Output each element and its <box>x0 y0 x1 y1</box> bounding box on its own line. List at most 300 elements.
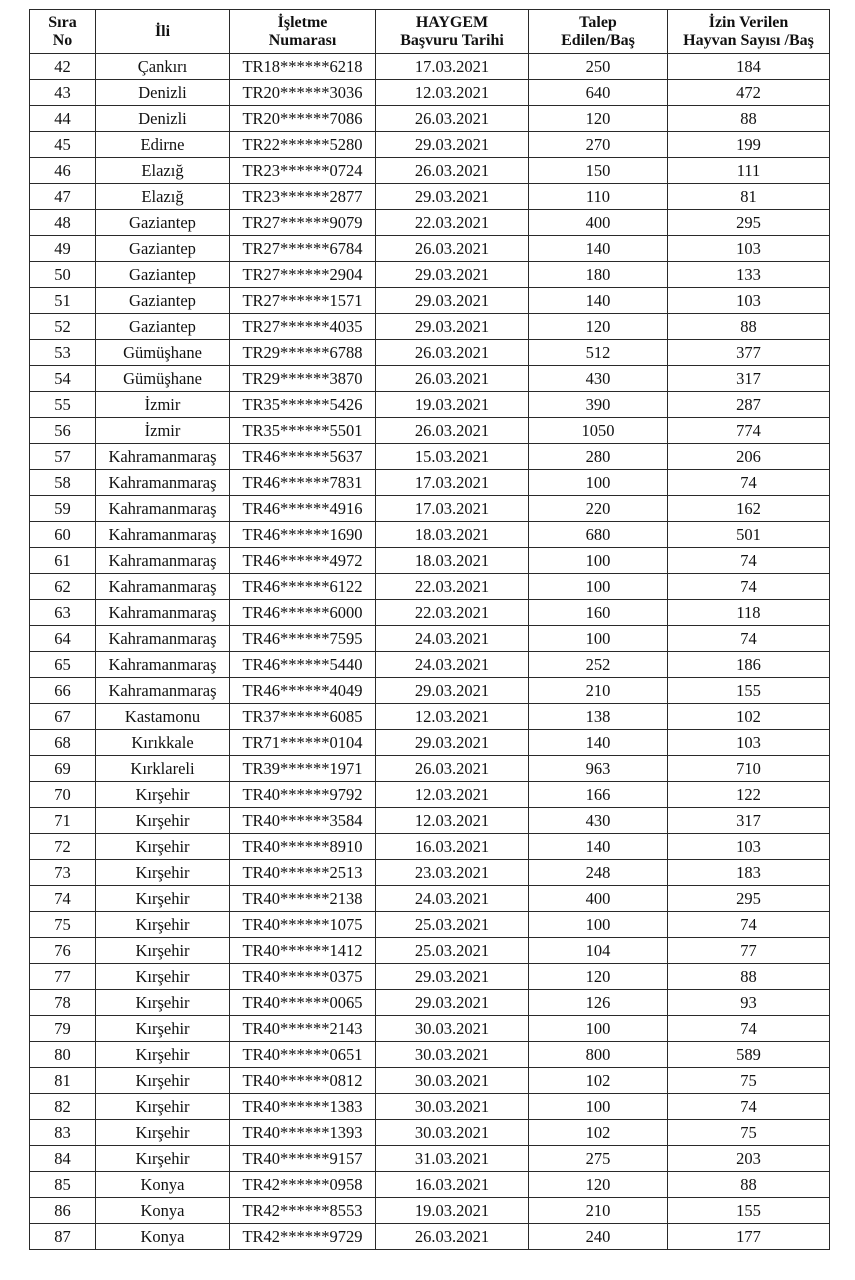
izin-verilen-cell: 133 <box>668 262 830 288</box>
isletme-numarasi-cell: TR46******5637 <box>230 444 376 470</box>
sira-no-cell: 75 <box>30 912 96 938</box>
table-row <box>30 1198 830 1224</box>
isletme-numarasi-cell: TR40******0812 <box>230 1068 376 1094</box>
ili-cell: Kahramanmaraş <box>96 548 230 574</box>
sira-no-cell: 85 <box>30 1172 96 1198</box>
talep-edilen-cell: 210 <box>529 1198 668 1224</box>
basvuru-tarihi-cell: 24.03.2021 <box>376 652 529 678</box>
sira-no-cell: 73 <box>30 860 96 886</box>
sira-no-cell: 83 <box>30 1120 96 1146</box>
table-row <box>30 184 830 210</box>
izin-verilen-cell: 206 <box>668 444 830 470</box>
ili-cell: Kırşehir <box>96 1016 230 1042</box>
isletme-numarasi-cell: TR42******0958 <box>230 1172 376 1198</box>
izin-verilen-cell: 287 <box>668 392 830 418</box>
sira-no-cell: 80 <box>30 1042 96 1068</box>
isletme-numarasi-cell: TR40******2143 <box>230 1016 376 1042</box>
ili-cell: Konya <box>96 1224 230 1250</box>
ili-cell: Kahramanmaraş <box>96 600 230 626</box>
isletme-numarasi-cell: TR40******9157 <box>230 1146 376 1172</box>
isletme-numarasi-cell: TR29******6788 <box>230 340 376 366</box>
isletme-numarasi-cell: TR29******3870 <box>230 366 376 392</box>
talep-edilen-cell: 640 <box>529 80 668 106</box>
sira-no-cell: 45 <box>30 132 96 158</box>
isletme-numarasi-cell: TR22******5280 <box>230 132 376 158</box>
ili-cell: Kırşehir <box>96 938 230 964</box>
izin-verilen-cell: 710 <box>668 756 830 782</box>
izin-verilen-cell: 74 <box>668 1094 830 1120</box>
sira-no-cell: 82 <box>30 1094 96 1120</box>
sira-no-cell: 70 <box>30 782 96 808</box>
ili-cell: Kahramanmaraş <box>96 470 230 496</box>
isletme-numarasi-cell: TR40******2138 <box>230 886 376 912</box>
isletme-numarasi-cell: TR46******7831 <box>230 470 376 496</box>
isletme-numarasi-cell: TR40******0375 <box>230 964 376 990</box>
table-row <box>30 938 830 964</box>
izin-verilen-cell: 199 <box>668 132 830 158</box>
izin-verilen-cell: 103 <box>668 288 830 314</box>
izin-verilen-cell: 74 <box>668 548 830 574</box>
ili-cell: Kahramanmaraş <box>96 652 230 678</box>
izin-verilen-cell: 317 <box>668 808 830 834</box>
basvuru-tarihi-cell: 29.03.2021 <box>376 678 529 704</box>
ili-cell: Kırşehir <box>96 834 230 860</box>
izin-verilen-cell: 102 <box>668 704 830 730</box>
ili-cell: Denizli <box>96 106 230 132</box>
basvuru-tarihi-cell: 29.03.2021 <box>376 132 529 158</box>
sira-no-cell: 81 <box>30 1068 96 1094</box>
isletme-numarasi-cell: TR27******2904 <box>230 262 376 288</box>
table-row <box>30 860 830 886</box>
sira-no-cell: 59 <box>30 496 96 522</box>
izin-verilen-cell: 75 <box>668 1120 830 1146</box>
table-row <box>30 756 830 782</box>
sira-no-cell: 43 <box>30 80 96 106</box>
isletme-numarasi-cell: TR40******9792 <box>230 782 376 808</box>
sira-no-cell: 67 <box>30 704 96 730</box>
talep-edilen-cell: 120 <box>529 1172 668 1198</box>
sira-no-cell: 76 <box>30 938 96 964</box>
talep-edilen-cell: 140 <box>529 730 668 756</box>
basvuru-tarihi-cell: 19.03.2021 <box>376 392 529 418</box>
izin-verilen-cell: 501 <box>668 522 830 548</box>
basvuru-tarihi-cell: 29.03.2021 <box>376 262 529 288</box>
isletme-numarasi-cell: TR23******0724 <box>230 158 376 184</box>
sira-no-cell: 69 <box>30 756 96 782</box>
table-row <box>30 834 830 860</box>
talep-edilen-cell: 180 <box>529 262 668 288</box>
isletme-numarasi-cell: TR40******1075 <box>230 912 376 938</box>
table-row <box>30 444 830 470</box>
talep-edilen-cell: 140 <box>529 834 668 860</box>
sira-no-cell: 86 <box>30 1198 96 1224</box>
table-row <box>30 678 830 704</box>
basvuru-tarihi-cell: 30.03.2021 <box>376 1042 529 1068</box>
isletme-numarasi-cell: TR42******9729 <box>230 1224 376 1250</box>
ili-cell: Kahramanmaraş <box>96 678 230 704</box>
ili-cell: Kırşehir <box>96 1042 230 1068</box>
izin-verilen-cell: 111 <box>668 158 830 184</box>
sira-no-cell: 52 <box>30 314 96 340</box>
table-row <box>30 1042 830 1068</box>
isletme-numarasi-cell: TR20******3036 <box>230 80 376 106</box>
izin-verilen-cell: 184 <box>668 54 830 80</box>
basvuru-tarihi-cell: 29.03.2021 <box>376 730 529 756</box>
ili-cell: Kahramanmaraş <box>96 522 230 548</box>
table-row <box>30 600 830 626</box>
talep-edilen-cell: 1050 <box>529 418 668 444</box>
izin-verilen-cell: 74 <box>668 1016 830 1042</box>
isletme-numarasi-cell: TR39******1971 <box>230 756 376 782</box>
izin-verilen-cell: 155 <box>668 1198 830 1224</box>
table-row <box>30 912 830 938</box>
basvuru-tarihi-cell: 29.03.2021 <box>376 314 529 340</box>
isletme-numarasi-cell: TR37******6085 <box>230 704 376 730</box>
talep-edilen-cell: 430 <box>529 366 668 392</box>
sira-no-cell: 68 <box>30 730 96 756</box>
talep-edilen-cell: 280 <box>529 444 668 470</box>
sira-no-cell: 44 <box>30 106 96 132</box>
talep-edilen-cell: 120 <box>529 314 668 340</box>
talep-edilen-cell: 390 <box>529 392 668 418</box>
izin-verilen-cell: 122 <box>668 782 830 808</box>
izin-verilen-cell: 183 <box>668 860 830 886</box>
basvuru-tarihi-cell: 26.03.2021 <box>376 106 529 132</box>
table-row <box>30 522 830 548</box>
basvuru-tarihi-cell: 22.03.2021 <box>376 210 529 236</box>
basvuru-tarihi-cell: 25.03.2021 <box>376 912 529 938</box>
table-row <box>30 964 830 990</box>
table-row <box>30 990 830 1016</box>
table-row <box>30 288 830 314</box>
sira-no-cell: 53 <box>30 340 96 366</box>
izin-verilen-cell: 472 <box>668 80 830 106</box>
table-row <box>30 470 830 496</box>
table-row <box>30 366 830 392</box>
ili-cell: Gaziantep <box>96 314 230 340</box>
izin-verilen-cell: 74 <box>668 912 830 938</box>
table-row <box>30 782 830 808</box>
talep-edilen-cell: 166 <box>529 782 668 808</box>
basvuru-tarihi-cell: 26.03.2021 <box>376 1224 529 1250</box>
sira-no-cell: 63 <box>30 600 96 626</box>
basvuru-tarihi-cell: 26.03.2021 <box>376 158 529 184</box>
table-row <box>30 54 830 80</box>
sira-no-cell: 87 <box>30 1224 96 1250</box>
ili-cell: Kahramanmaraş <box>96 626 230 652</box>
ili-cell: Kırklareli <box>96 756 230 782</box>
ili-cell: Kırşehir <box>96 860 230 886</box>
izin-verilen-cell: 74 <box>668 626 830 652</box>
isletme-numarasi-cell: TR40******3584 <box>230 808 376 834</box>
talep-edilen-cell: 100 <box>529 470 668 496</box>
header-sira-no: Sıra No <box>30 10 96 54</box>
talep-edilen-cell: 252 <box>529 652 668 678</box>
isletme-numarasi-cell: TR18******6218 <box>230 54 376 80</box>
talep-edilen-cell: 100 <box>529 626 668 652</box>
talep-edilen-cell: 240 <box>529 1224 668 1250</box>
izin-verilen-cell: 103 <box>668 730 830 756</box>
isletme-numarasi-cell: TR46******6122 <box>230 574 376 600</box>
ili-cell: Çankırı <box>96 54 230 80</box>
basvuru-tarihi-cell: 18.03.2021 <box>376 522 529 548</box>
table-row <box>30 1120 830 1146</box>
basvuru-tarihi-cell: 30.03.2021 <box>376 1016 529 1042</box>
table-header-row <box>30 10 830 54</box>
basvuru-tarihi-cell: 19.03.2021 <box>376 1198 529 1224</box>
izin-verilen-cell: 203 <box>668 1146 830 1172</box>
talep-edilen-cell: 430 <box>529 808 668 834</box>
izin-verilen-cell: 77 <box>668 938 830 964</box>
ili-cell: Kırşehir <box>96 964 230 990</box>
talep-edilen-cell: 150 <box>529 158 668 184</box>
talep-edilen-cell: 250 <box>529 54 668 80</box>
basvuru-tarihi-cell: 25.03.2021 <box>376 938 529 964</box>
ili-cell: Gaziantep <box>96 236 230 262</box>
basvuru-tarihi-cell: 12.03.2021 <box>376 80 529 106</box>
sira-no-cell: 48 <box>30 210 96 236</box>
ili-cell: İzmir <box>96 418 230 444</box>
basvuru-tarihi-cell: 29.03.2021 <box>376 184 529 210</box>
isletme-numarasi-cell: TR46******5440 <box>230 652 376 678</box>
isletme-numarasi-cell: TR40******8910 <box>230 834 376 860</box>
izin-verilen-cell: 103 <box>668 834 830 860</box>
isletme-numarasi-cell: TR40******1383 <box>230 1094 376 1120</box>
isletme-numarasi-cell: TR42******8553 <box>230 1198 376 1224</box>
header-basvuru-tarihi: HAYGEM Başvuru Tarihi <box>376 10 529 54</box>
izin-verilen-cell: 88 <box>668 964 830 990</box>
sira-no-cell: 57 <box>30 444 96 470</box>
basvuru-tarihi-cell: 26.03.2021 <box>376 366 529 392</box>
basvuru-tarihi-cell: 30.03.2021 <box>376 1120 529 1146</box>
talep-edilen-cell: 140 <box>529 236 668 262</box>
basvuru-tarihi-cell: 24.03.2021 <box>376 886 529 912</box>
table-body <box>30 54 830 1250</box>
ili-cell: Kırşehir <box>96 1094 230 1120</box>
talep-edilen-cell: 120 <box>529 106 668 132</box>
ili-cell: Gümüşhane <box>96 340 230 366</box>
talep-edilen-cell: 102 <box>529 1068 668 1094</box>
sira-no-cell: 72 <box>30 834 96 860</box>
table-row <box>30 340 830 366</box>
header-izin-verilen: İzin Verilen Hayvan Sayısı /Baş <box>668 10 830 54</box>
ili-cell: Kırşehir <box>96 1146 230 1172</box>
basvuru-tarihi-cell: 15.03.2021 <box>376 444 529 470</box>
isletme-numarasi-cell: TR35******5426 <box>230 392 376 418</box>
table-row <box>30 106 830 132</box>
talep-edilen-cell: 680 <box>529 522 668 548</box>
sira-no-cell: 51 <box>30 288 96 314</box>
isletme-numarasi-cell: TR27******6784 <box>230 236 376 262</box>
sira-no-cell: 78 <box>30 990 96 1016</box>
isletme-numarasi-cell: TR40******2513 <box>230 860 376 886</box>
table-row <box>30 132 830 158</box>
basvuru-tarihi-cell: 31.03.2021 <box>376 1146 529 1172</box>
isletme-numarasi-cell: TR23******2877 <box>230 184 376 210</box>
talep-edilen-cell: 100 <box>529 912 668 938</box>
izin-verilen-cell: 93 <box>668 990 830 1016</box>
table-row <box>30 80 830 106</box>
table-row <box>30 626 830 652</box>
sira-no-cell: 84 <box>30 1146 96 1172</box>
talep-edilen-cell: 138 <box>529 704 668 730</box>
table-row <box>30 314 830 340</box>
ili-cell: Kahramanmaraş <box>96 496 230 522</box>
izin-verilen-cell: 88 <box>668 314 830 340</box>
isletme-numarasi-cell: TR46******7595 <box>230 626 376 652</box>
talep-edilen-cell: 126 <box>529 990 668 1016</box>
talep-edilen-cell: 275 <box>529 1146 668 1172</box>
ili-cell: Denizli <box>96 80 230 106</box>
basvuru-tarihi-cell: 24.03.2021 <box>376 626 529 652</box>
basvuru-tarihi-cell: 26.03.2021 <box>376 756 529 782</box>
talep-edilen-cell: 100 <box>529 548 668 574</box>
talep-edilen-cell: 100 <box>529 1094 668 1120</box>
ili-cell: İzmir <box>96 392 230 418</box>
izin-verilen-cell: 774 <box>668 418 830 444</box>
ili-cell: Elazığ <box>96 158 230 184</box>
ili-cell: Kırşehir <box>96 990 230 1016</box>
talep-edilen-cell: 400 <box>529 210 668 236</box>
isletme-numarasi-cell: TR46******1690 <box>230 522 376 548</box>
basvuru-tarihi-cell: 12.03.2021 <box>376 782 529 808</box>
izin-verilen-cell: 295 <box>668 210 830 236</box>
izin-verilen-cell: 81 <box>668 184 830 210</box>
ili-cell: Kırşehir <box>96 886 230 912</box>
izin-verilen-cell: 88 <box>668 106 830 132</box>
isletme-numarasi-cell: TR27******9079 <box>230 210 376 236</box>
talep-edilen-cell: 270 <box>529 132 668 158</box>
table-row <box>30 392 830 418</box>
table-row <box>30 236 830 262</box>
sira-no-cell: 77 <box>30 964 96 990</box>
isletme-numarasi-cell: TR40******0651 <box>230 1042 376 1068</box>
ili-cell: Konya <box>96 1172 230 1198</box>
talep-edilen-cell: 160 <box>529 600 668 626</box>
sira-no-cell: 42 <box>30 54 96 80</box>
ili-cell: Kırıkkale <box>96 730 230 756</box>
talep-edilen-cell: 110 <box>529 184 668 210</box>
basvuru-tarihi-cell: 30.03.2021 <box>376 1094 529 1120</box>
table-row <box>30 1172 830 1198</box>
isletme-numarasi-cell: TR27******1571 <box>230 288 376 314</box>
ili-cell: Edirne <box>96 132 230 158</box>
isletme-numarasi-cell: TR46******4972 <box>230 548 376 574</box>
sira-no-cell: 62 <box>30 574 96 600</box>
talep-edilen-cell: 248 <box>529 860 668 886</box>
sira-no-cell: 46 <box>30 158 96 184</box>
ili-cell: Kahramanmaraş <box>96 574 230 600</box>
table-row <box>30 1094 830 1120</box>
table-row <box>30 1068 830 1094</box>
basvuru-tarihi-cell: 18.03.2021 <box>376 548 529 574</box>
sira-no-cell: 65 <box>30 652 96 678</box>
izin-verilen-cell: 177 <box>668 1224 830 1250</box>
sira-no-cell: 74 <box>30 886 96 912</box>
izin-verilen-cell: 589 <box>668 1042 830 1068</box>
talep-edilen-cell: 800 <box>529 1042 668 1068</box>
basvuru-tarihi-cell: 22.03.2021 <box>376 574 529 600</box>
basvuru-tarihi-cell: 22.03.2021 <box>376 600 529 626</box>
talep-edilen-cell: 140 <box>529 288 668 314</box>
izin-verilen-cell: 295 <box>668 886 830 912</box>
sira-no-cell: 71 <box>30 808 96 834</box>
isletme-numarasi-cell: TR40******0065 <box>230 990 376 1016</box>
basvuru-tarihi-cell: 12.03.2021 <box>376 808 529 834</box>
izin-verilen-cell: 75 <box>668 1068 830 1094</box>
talep-edilen-cell: 120 <box>529 964 668 990</box>
basvuru-tarihi-cell: 26.03.2021 <box>376 236 529 262</box>
basvuru-tarihi-cell: 29.03.2021 <box>376 288 529 314</box>
izin-verilen-cell: 74 <box>668 470 830 496</box>
izin-verilen-cell: 74 <box>668 574 830 600</box>
talep-edilen-cell: 104 <box>529 938 668 964</box>
talep-edilen-cell: 220 <box>529 496 668 522</box>
isletme-numarasi-cell: TR71******0104 <box>230 730 376 756</box>
table-row <box>30 548 830 574</box>
sira-no-cell: 61 <box>30 548 96 574</box>
sira-no-cell: 54 <box>30 366 96 392</box>
izin-verilen-cell: 103 <box>668 236 830 262</box>
isletme-numarasi-cell: TR35******5501 <box>230 418 376 444</box>
sira-no-cell: 66 <box>30 678 96 704</box>
ili-cell: Gümüşhane <box>96 366 230 392</box>
ili-cell: Kastamonu <box>96 704 230 730</box>
sira-no-cell: 58 <box>30 470 96 496</box>
header-talep-edilen: Talep Edilen/Baş <box>529 10 668 54</box>
table-row <box>30 808 830 834</box>
basvuru-tarihi-cell: 23.03.2021 <box>376 860 529 886</box>
table-row <box>30 1016 830 1042</box>
isletme-numarasi-cell: TR46******4916 <box>230 496 376 522</box>
table-row <box>30 1224 830 1250</box>
ili-cell: Kırşehir <box>96 1120 230 1146</box>
talep-edilen-cell: 210 <box>529 678 668 704</box>
table-row <box>30 652 830 678</box>
talep-edilen-cell: 102 <box>529 1120 668 1146</box>
isletme-numarasi-cell: TR27******4035 <box>230 314 376 340</box>
izin-verilen-cell: 377 <box>668 340 830 366</box>
izin-verilen-cell: 317 <box>668 366 830 392</box>
talep-edilen-cell: 400 <box>529 886 668 912</box>
basvuru-tarihi-cell: 30.03.2021 <box>376 1068 529 1094</box>
basvuru-tarihi-cell: 17.03.2021 <box>376 496 529 522</box>
basvuru-tarihi-cell: 26.03.2021 <box>376 340 529 366</box>
ili-cell: Kırşehir <box>96 1068 230 1094</box>
ili-cell: Konya <box>96 1198 230 1224</box>
basvuru-tarihi-cell: 29.03.2021 <box>376 964 529 990</box>
sira-no-cell: 55 <box>30 392 96 418</box>
ili-cell: Kırşehir <box>96 808 230 834</box>
basvuru-tarihi-cell: 17.03.2021 <box>376 54 529 80</box>
sira-no-cell: 79 <box>30 1016 96 1042</box>
izin-verilen-cell: 162 <box>668 496 830 522</box>
basvuru-tarihi-cell: 16.03.2021 <box>376 834 529 860</box>
header-ili: İli <box>96 10 230 54</box>
izin-verilen-cell: 155 <box>668 678 830 704</box>
basvuru-tarihi-cell: 29.03.2021 <box>376 990 529 1016</box>
table-row <box>30 730 830 756</box>
izin-verilen-cell: 186 <box>668 652 830 678</box>
basvuru-tarihi-cell: 16.03.2021 <box>376 1172 529 1198</box>
isletme-numarasi-cell: TR46******4049 <box>230 678 376 704</box>
isletme-numarasi-cell: TR40******1412 <box>230 938 376 964</box>
ili-cell: Kırşehir <box>96 912 230 938</box>
table-row <box>30 496 830 522</box>
table-row <box>30 886 830 912</box>
table-row <box>30 574 830 600</box>
talep-edilen-cell: 100 <box>529 574 668 600</box>
